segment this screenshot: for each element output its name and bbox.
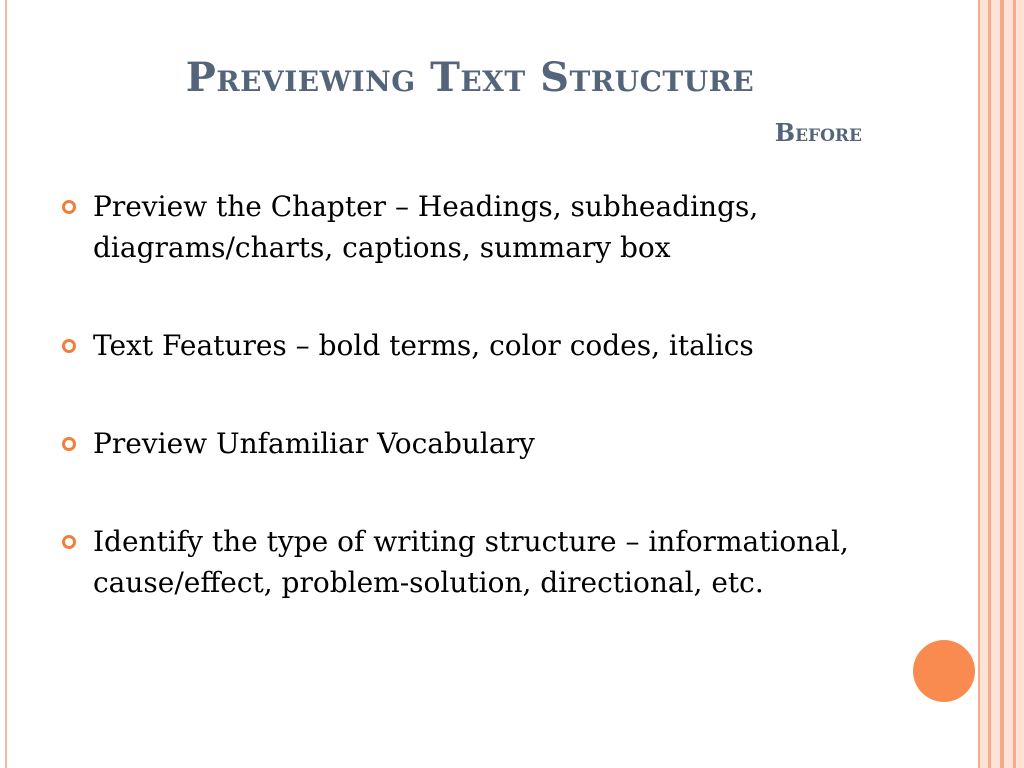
bullet-circle-icon: [62, 339, 76, 353]
slide-title: Previewing Text Structure: [185, 54, 755, 101]
bullet-text: Preview the Chapter – Headings, subheadings, diagrams/charts, captions, summary box: [93, 190, 759, 264]
bullet-item: [62, 325, 862, 366]
bullet-text: Identify the type of writing structure – informational, cause/effect, problem-solution, directional, etc.: [93, 525, 849, 599]
bullet-text: Preview Unfamiliar Vocabulary: [93, 427, 535, 460]
right-stripe: [1013, 0, 1016, 768]
right-stripe: [1000, 0, 1004, 768]
slide-subtitle: Before: [774, 118, 862, 147]
right-stripe: [988, 0, 991, 768]
bullet-list: [62, 186, 862, 660]
left-border-line: [5, 0, 7, 768]
bullet-text: Text Features – bold terms, color codes, italics: [93, 329, 754, 362]
bullet-item: [62, 423, 862, 464]
bullet-item: [62, 521, 862, 603]
decorative-orange-circle: [913, 640, 975, 702]
bullet-circle-icon: [62, 437, 76, 451]
bullet-circle-icon: [62, 200, 76, 214]
bullet-item: [62, 186, 862, 268]
right-stripe: [978, 0, 980, 768]
bullet-circle-icon: [62, 535, 76, 549]
